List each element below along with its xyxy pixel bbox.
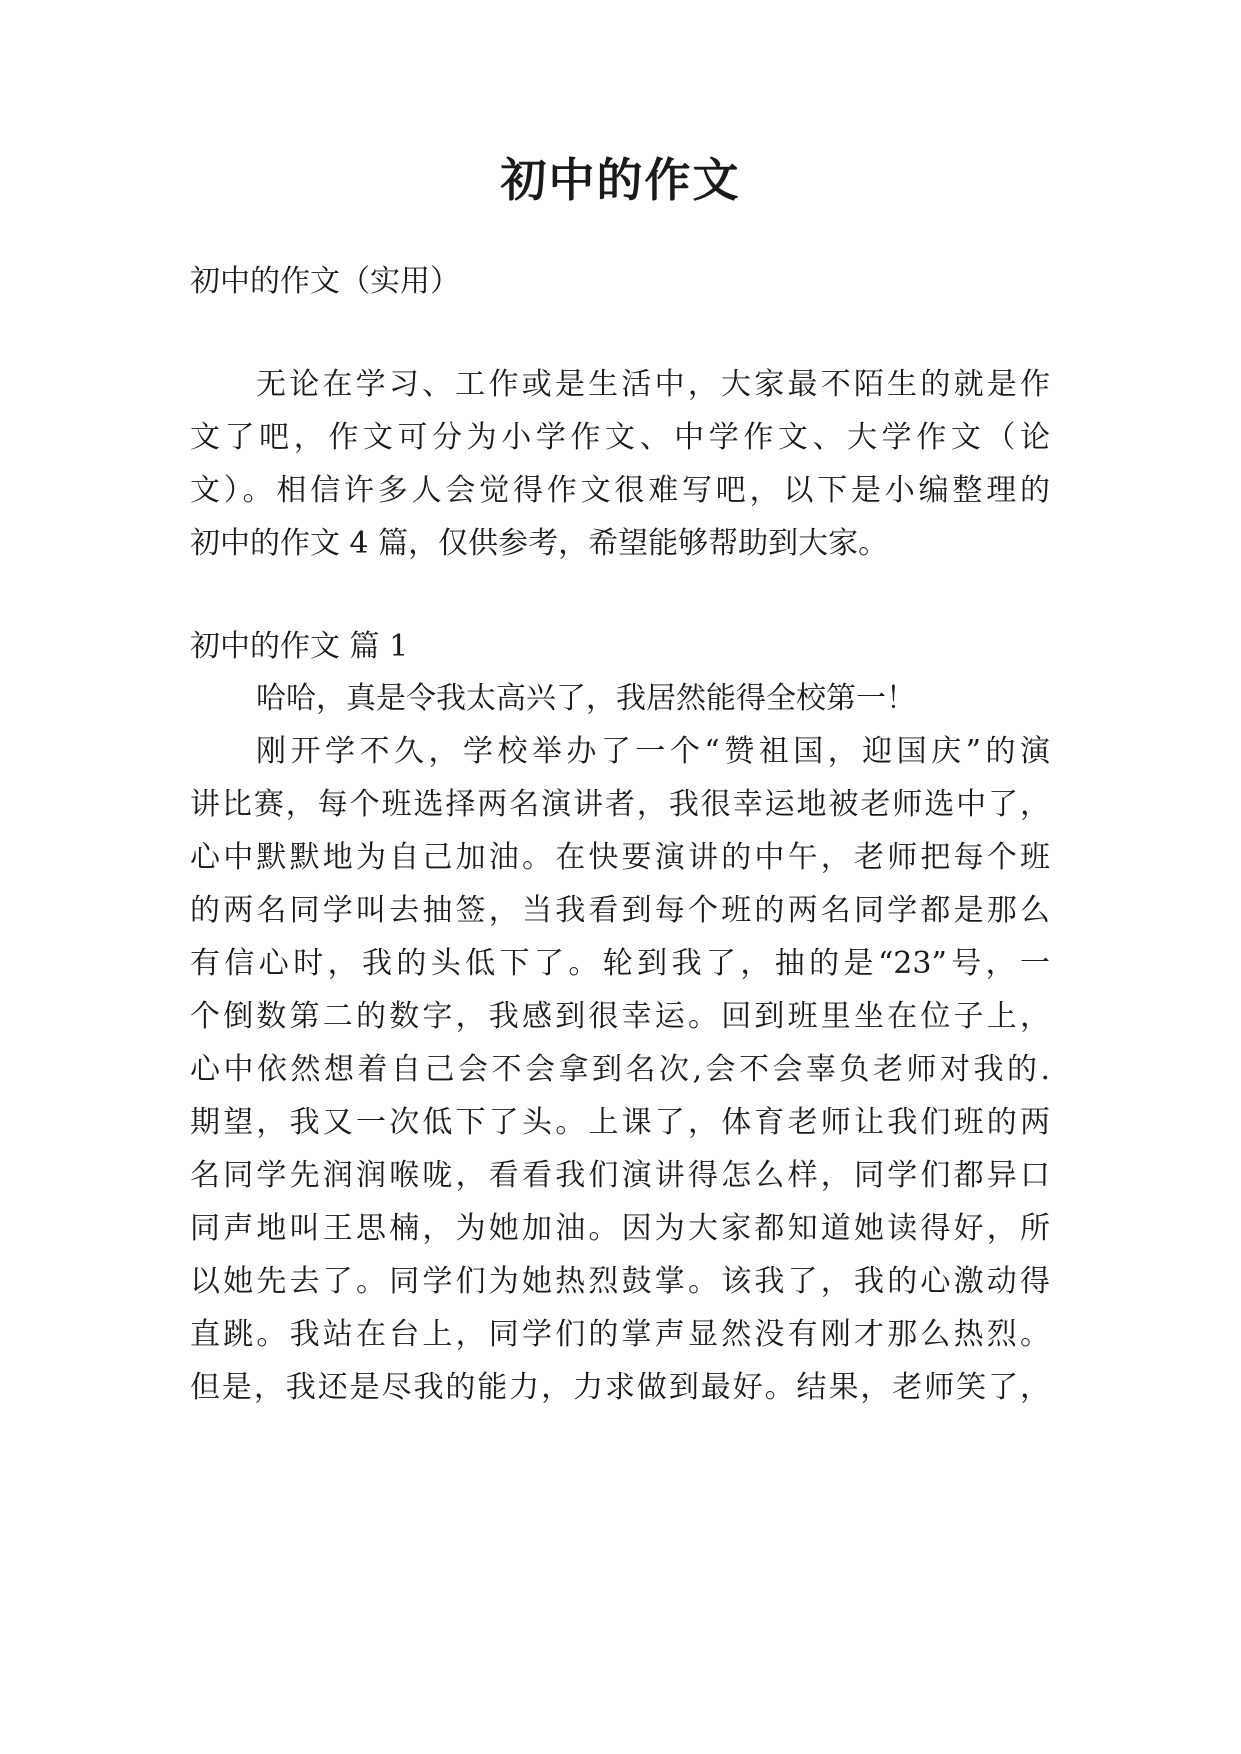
paragraph-line: 但是，我还是尽我的能力，力求做到最好。结果，老师笑了，: [190, 1370, 1050, 1405]
subtitle: 初中的作文（实用）: [190, 264, 460, 299]
paragraph-line: 期望，我又一次低下了头。上课了，体育老师让我们班的两: [190, 1105, 1050, 1140]
intro-line: 文了吧，作文可分为小学作文、中学作文、大学作文（论: [190, 420, 1050, 455]
intro-line: 文）。相信许多人会觉得作文很难写吧，以下是小编整理的: [190, 473, 1050, 508]
paragraph-line: 刚开学不久，学校举办了一个“赞祖国，迎国庆”的演: [256, 734, 1050, 769]
section-heading: 初中的作文 篇 1: [190, 629, 409, 664]
paragraph-line: 有信心时，我的头低下了。轮到我了，抽的是“23”号，一: [190, 946, 1050, 981]
paragraph-line: 同声地叫王思楠，为她加油。因为大家都知道她读得好，所: [190, 1211, 1050, 1246]
paragraph-line: 哈哈，真是令我太高兴了，我居然能得全校第一！: [256, 681, 916, 716]
intro-line: 初中的作文 4 篇，仅供参考，希望能够帮助到大家。: [190, 526, 889, 561]
paragraph-line: 名同学先润润喉咙，看看我们演讲得怎么样，同学们都异口: [190, 1158, 1050, 1193]
paragraph-line: 心中默默地为自己加油。在快要演讲的中午，老师把每个班: [190, 840, 1050, 875]
page-title: 初中的作文: [500, 153, 741, 207]
paragraph-line: 以她先去了。同学们为她热烈鼓掌。该我了，我的心激动得: [190, 1264, 1050, 1299]
paragraph-line: 讲比赛，每个班选择两名演讲者，我很幸运地被老师选中了，: [190, 787, 1050, 822]
intro-line: 无论在学习、工作或是生活中，大家最不陌生的就是作: [256, 367, 1050, 402]
paragraph-line: 心中依然想着自己会不会拿到名次,会不会辜负老师对我的.: [190, 1052, 1050, 1087]
paragraph-line: 的两名同学叫去抽签，当我看到每个班的两名同学都是那么: [190, 893, 1050, 928]
paragraph-line: 直跳。我站在台上，同学们的掌声显然没有刚才那么热烈。: [190, 1317, 1050, 1352]
paragraph-line: 个倒数第二的数字，我感到很幸运。回到班里坐在位子上，: [190, 999, 1050, 1034]
